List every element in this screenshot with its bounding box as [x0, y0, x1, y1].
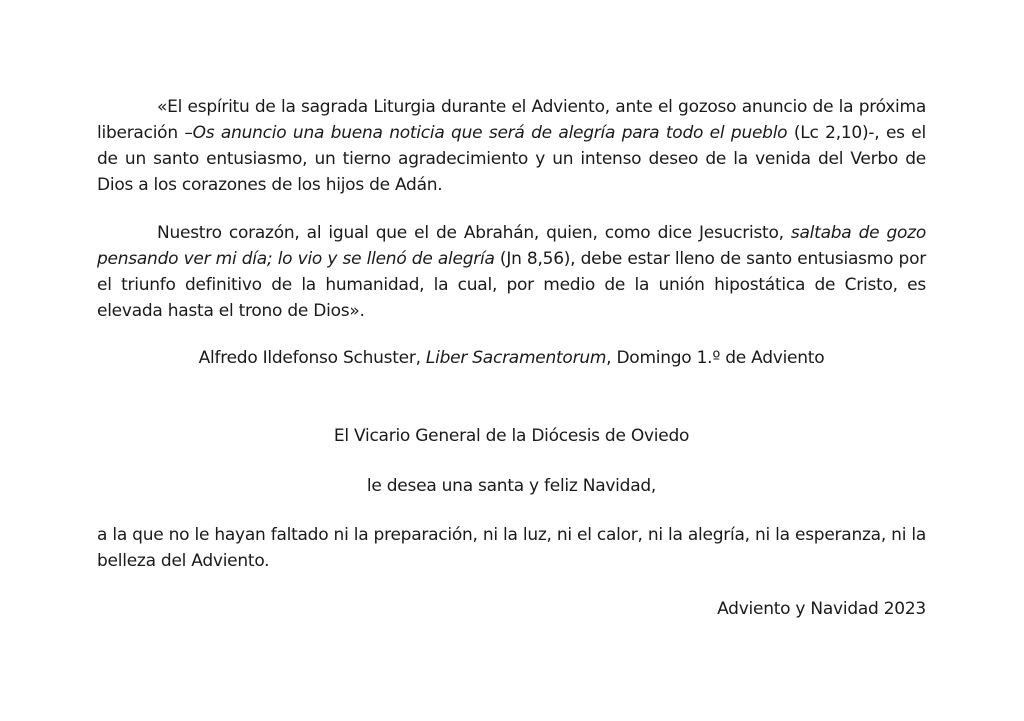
greeting-message: a la que no le hayan faltado ni la preparación, ni la luz, ni el calor, ni la alegría, ni la esperanza, ni la belleza del Adviento. — [97, 525, 926, 571]
quote-paragraph-2-scripture: saltaba de gozo pensando ver mi día; lo vio y se llenó de alegría — [97, 223, 926, 269]
greeting-sender: El Vicario General de la Diócesis de Oviedo — [333, 426, 690, 446]
quote-paragraph-1-scripture: Os anuncio una buena noticia que será de alegría para todo el pueblo — [192, 123, 788, 143]
quote-paragraph-1-text-b: (Lc 2,10)-, es el de un santo entusiasmo, un tierno agradecimiento y un intenso deseo de la venida del Verbo de Dios a los corazones de los hijos de Adán. — [97, 123, 926, 195]
quote-attribution — [97, 345, 926, 371]
attribution-detail: , Domingo 1.º de Adviento — [606, 348, 825, 368]
greeting-signoff: Adviento y Navidad 2023 — [717, 599, 926, 619]
quote-paragraph-1-text-a: «El espíritu de la sagrada Liturgia durante el Adviento, ante el gozoso anuncio de la próxima liberación – — [97, 97, 926, 143]
quote-paragraph-2-text-b: (Jn 8,56), debe estar lleno de santo entusiasmo por el triunfo definitivo de la humanidad, la cual, por medio de la unión hipostática de Cristo, es elevada hasta el trono de Dios». — [97, 249, 926, 321]
quote-paragraph-1 — [97, 94, 926, 198]
attribution-work-title: Liber Sacramentorum — [425, 348, 607, 368]
quote-paragraph-2-text-a: Nuestro corazón, al igual que el de Abrahán, quien, como dice Jesucristo, — [157, 223, 791, 243]
greeting-wish: le desea una santa y feliz Navidad, — [366, 476, 657, 496]
quote-paragraph-2 — [97, 220, 926, 324]
attribution-author: Alfredo Ildefonso Schuster, — [198, 348, 426, 368]
